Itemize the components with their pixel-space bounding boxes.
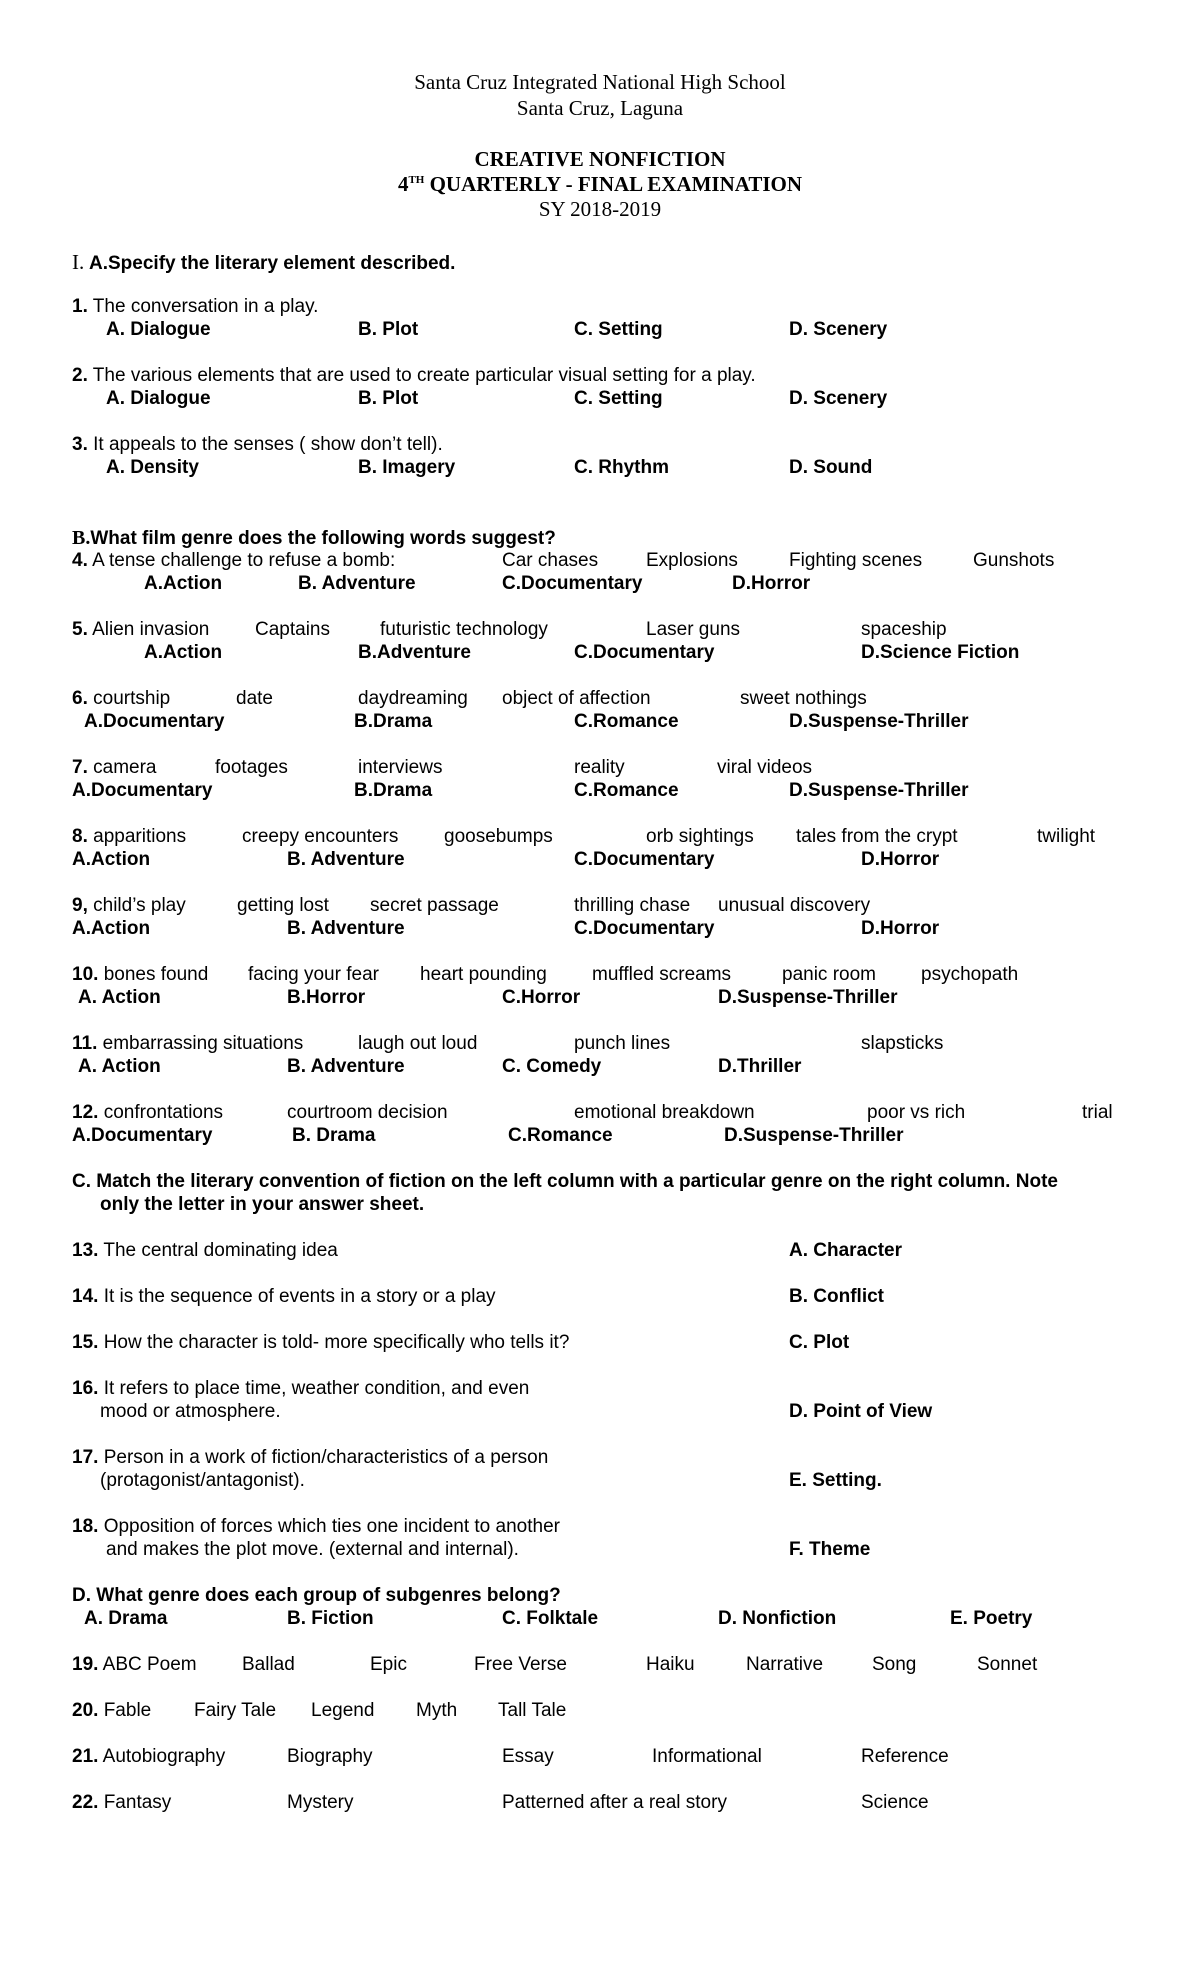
- clue-word: punch lines: [574, 1033, 671, 1054]
- question-number: 14.: [72, 1286, 99, 1307]
- question-number: 18.: [72, 1516, 99, 1537]
- subgenre-word: Informational: [652, 1746, 762, 1767]
- match-answer-c: C. Plot: [789, 1332, 850, 1353]
- subgenre-word: Epic: [370, 1654, 407, 1675]
- part-b-heading: [72, 527, 556, 550]
- question-number: 19.: [72, 1654, 99, 1675]
- choice-c: C.Documentary: [574, 642, 715, 663]
- question-16-line2: mood or atmosphere.: [100, 1401, 281, 1422]
- clue-word: heart pounding: [420, 964, 547, 985]
- subgenre-word: Biography: [287, 1746, 373, 1767]
- question-10: [72, 964, 208, 986]
- clue-word: tales from the crypt: [796, 826, 958, 847]
- clue-word: muffled screams: [592, 964, 732, 985]
- choice-c: C.Documentary: [574, 918, 715, 939]
- clue-word: facing your fear: [248, 964, 379, 985]
- choice-c: C.Romance: [574, 780, 679, 801]
- exam-name: QUARTERLY - FINAL EXAMINATION: [424, 172, 803, 196]
- question-number: 12.: [72, 1102, 99, 1123]
- choice-a: A. Density: [106, 457, 199, 478]
- subgenre-word: Reference: [861, 1746, 949, 1767]
- clue-word: trial: [1082, 1102, 1113, 1123]
- clue-word: Car chases: [502, 550, 599, 571]
- choice-b: B.Drama: [354, 780, 433, 801]
- subgenre-word: Myth: [416, 1700, 458, 1721]
- clue-word: object of affection: [502, 688, 651, 709]
- subgenre-word: Patterned after a real story: [502, 1792, 727, 1813]
- question-number: 5.: [72, 619, 88, 640]
- subgenre-word: Essay: [502, 1746, 554, 1767]
- subgenre-word: Legend: [311, 1700, 375, 1721]
- choice-b: B. Plot: [358, 388, 419, 409]
- choice-d: D.Science Fiction: [861, 642, 1020, 663]
- choice-d: D. Scenery: [789, 388, 888, 409]
- choice-a: A.Action: [144, 573, 223, 594]
- school-location: Santa Cruz, Laguna: [516, 96, 684, 120]
- question-12: [72, 1102, 223, 1124]
- clue-word: child’s play: [93, 895, 186, 916]
- subgenre-word: Tall Tale: [498, 1700, 567, 1721]
- question-number: 11.: [72, 1033, 98, 1054]
- question-1: [72, 296, 318, 318]
- clue-word: thrilling chase: [574, 895, 691, 916]
- clue-word: Explosions: [646, 550, 738, 571]
- choice-a: A. Dialogue: [106, 319, 211, 340]
- clue-word: footages: [215, 757, 288, 778]
- clue-word: slapsticks: [861, 1033, 944, 1054]
- clue-word: unusual discovery: [718, 895, 871, 916]
- choice-a: A. Drama: [84, 1608, 168, 1629]
- question-number: 4.: [72, 550, 88, 571]
- question-2: [72, 365, 756, 387]
- clue-word: goosebumps: [444, 826, 553, 847]
- choice-e: E. Poetry: [950, 1608, 1033, 1629]
- choice-b: B.Adventure: [358, 642, 471, 663]
- choice-a: A.Action: [72, 849, 151, 870]
- question-number: 9,: [72, 895, 88, 916]
- question-13: [72, 1240, 338, 1262]
- choice-d: D.Horror: [861, 849, 940, 870]
- school-year: SY 2018-2019: [538, 197, 662, 221]
- clue-word: viral videos: [717, 757, 813, 778]
- choice-c: C.Documentary: [502, 573, 643, 594]
- choice-a: A.Documentary: [84, 711, 225, 732]
- choice-a: A. Action: [78, 1056, 161, 1077]
- clue-word: embarrassing situations: [102, 1033, 304, 1054]
- question-text: The various elements that are used to create particular visual setting for a play.: [92, 365, 756, 386]
- question-16: [72, 1378, 529, 1400]
- quarter-number: 4: [397, 172, 409, 196]
- quarter-superscript: TH: [408, 174, 425, 186]
- subgenre-word: Narrative: [746, 1654, 824, 1675]
- part-c-title-line2: only the letter in your answer sheet.: [100, 1194, 425, 1215]
- choice-b: B.Horror: [287, 987, 366, 1008]
- question-20: [72, 1700, 151, 1722]
- question-17-line2: (protagonist/antagonist).: [100, 1470, 305, 1491]
- subgenre-word: Song: [872, 1654, 917, 1675]
- choice-a: A.Documentary: [72, 1125, 213, 1146]
- question-21: [72, 1746, 225, 1768]
- school-name: Santa Cruz Integrated National High School: [414, 70, 786, 94]
- question-number: 1.: [72, 296, 88, 317]
- clue-word: confrontations: [103, 1102, 224, 1123]
- clue-word: Alien invasion: [92, 619, 210, 640]
- clue-word: reality: [574, 757, 625, 778]
- choice-c: C.Horror: [502, 987, 581, 1008]
- subgenre-word: ABC Poem: [102, 1654, 197, 1675]
- clue-word: poor vs rich: [867, 1102, 966, 1123]
- question-text: It is the sequence of events in a story or a play: [103, 1286, 496, 1307]
- choice-a: A. Dialogue: [106, 388, 211, 409]
- choice-b: B.Drama: [354, 711, 433, 732]
- choice-c: C. Setting: [574, 319, 663, 340]
- choice-d: D. Sound: [789, 457, 873, 478]
- subgenre-word: Fable: [103, 1700, 152, 1721]
- question-number: 7.: [72, 757, 88, 778]
- question-9: [72, 895, 186, 917]
- choice-d: D.Suspense-Thriller: [789, 780, 969, 801]
- choice-d: D.Thriller: [718, 1056, 802, 1077]
- choice-d: D.Horror: [861, 918, 940, 939]
- subgenre-word: Mystery: [287, 1792, 354, 1813]
- subgenre-word: Haiku: [646, 1654, 695, 1675]
- exam-title: [0, 172, 1200, 197]
- question-8: [72, 826, 186, 848]
- question-number: 20.: [72, 1700, 99, 1721]
- question-text: The central dominating idea: [103, 1240, 338, 1261]
- question-6: [72, 688, 170, 710]
- question-4: [72, 550, 395, 572]
- choice-c: C. Rhythm: [574, 457, 669, 478]
- choice-c: C. Folktale: [502, 1608, 599, 1629]
- choice-c: C. Setting: [574, 388, 663, 409]
- question-19: [72, 1654, 197, 1676]
- question-18-line2: and makes the plot move. (external and internal).: [106, 1539, 519, 1560]
- question-18: [72, 1516, 560, 1538]
- choice-a: A. Action: [78, 987, 161, 1008]
- clue-word: interviews: [358, 757, 443, 778]
- question-number: 13.: [72, 1240, 99, 1261]
- match-answer-a: A. Character: [789, 1240, 902, 1261]
- question-text: Opposition of forces which ties one incident to another: [103, 1516, 560, 1537]
- choice-d: D.Suspense-Thriller: [724, 1125, 904, 1146]
- part-a-heading: [72, 250, 455, 275]
- clue-word: panic room: [782, 964, 876, 985]
- choice-b: B. Fiction: [287, 1608, 374, 1629]
- choice-b: B. Adventure: [287, 849, 405, 870]
- question-number: 2.: [72, 365, 88, 386]
- clue-word: secret passage: [370, 895, 499, 916]
- part-b-title: What film genre does the following words suggest?: [90, 528, 556, 549]
- subgenre-word: Fantasy: [103, 1792, 172, 1813]
- choice-c: C.Romance: [508, 1125, 613, 1146]
- clue-word: creepy encounters: [242, 826, 399, 847]
- part-roman-numeral: I.: [72, 250, 85, 274]
- clue-word: sweet nothings: [740, 688, 867, 709]
- question-text: It appeals to the senses ( show don’t tell).: [93, 434, 443, 455]
- part-c-title-line1: C. Match the literary convention of fiction on the left column with a particular genre on the right column. Note: [72, 1171, 1058, 1192]
- question-3: [72, 434, 443, 456]
- choice-b: B. Drama: [292, 1125, 376, 1146]
- subgenre-word: Autobiography: [102, 1746, 226, 1767]
- question-text: How the character is told- more specifically who tells it?: [103, 1332, 570, 1353]
- subgenre-word: Fairy Tale: [194, 1700, 277, 1721]
- question-number: 3.: [72, 434, 88, 455]
- clue-word: courtroom decision: [287, 1102, 448, 1123]
- choice-b: B. Imagery: [358, 457, 456, 478]
- clue-word: Gunshots: [973, 550, 1055, 571]
- choice-a: A.Action: [144, 642, 223, 663]
- subject-title: CREATIVE NONFICTION: [474, 147, 726, 171]
- choice-c: C.Documentary: [574, 849, 715, 870]
- match-answer-e: E. Setting.: [789, 1470, 882, 1491]
- question-number: 21.: [72, 1746, 99, 1767]
- clue-word: Captains: [255, 619, 330, 640]
- question-5: [72, 619, 209, 641]
- choice-b: B. Adventure: [287, 1056, 405, 1077]
- part-a-title: A.Specify the literary element described.: [89, 253, 456, 274]
- question-22: [72, 1792, 171, 1814]
- question-11: [72, 1033, 303, 1055]
- question-number: 22.: [72, 1792, 99, 1813]
- question-14: [72, 1286, 496, 1308]
- question-17: [72, 1447, 548, 1469]
- match-answer-b: B. Conflict: [789, 1286, 884, 1307]
- question-number: 15.: [72, 1332, 99, 1353]
- question-number: 16.: [72, 1378, 99, 1399]
- subgenre-word: Science: [861, 1792, 929, 1813]
- clue-word: courtship: [93, 688, 171, 709]
- choice-a: A.Documentary: [72, 780, 213, 801]
- part-b-letter: B.: [72, 527, 91, 549]
- clue-word: psychopath: [921, 964, 1019, 985]
- match-answer-d: D. Point of View: [789, 1401, 933, 1422]
- choice-d: D. Nonfiction: [718, 1608, 837, 1629]
- choice-c: C.Romance: [574, 711, 679, 732]
- clue-word: bones found: [103, 964, 209, 985]
- clue-word: Laser guns: [646, 619, 741, 640]
- choice-b: B. Plot: [358, 319, 419, 340]
- clue-word: emotional breakdown: [574, 1102, 755, 1123]
- clue-word: A tense challenge to refuse a bomb:: [92, 550, 396, 571]
- question-number: 8.: [72, 826, 88, 847]
- question-7: [72, 757, 157, 779]
- question-text: The conversation in a play.: [92, 296, 319, 317]
- part-d-title: D. What genre does each group of subgenres belong?: [72, 1585, 561, 1606]
- clue-word: daydreaming: [358, 688, 468, 709]
- question-15: [72, 1332, 569, 1354]
- question-text: It refers to place time, weather condition, and even: [103, 1378, 530, 1399]
- clue-word: spaceship: [861, 619, 947, 640]
- subgenre-word: Ballad: [242, 1654, 295, 1675]
- choice-b: B. Adventure: [287, 918, 405, 939]
- clue-word: laugh out loud: [358, 1033, 478, 1054]
- clue-word: camera: [93, 757, 157, 778]
- subgenre-word: Free Verse: [474, 1654, 567, 1675]
- question-number: 6.: [72, 688, 88, 709]
- clue-word: twilight: [1037, 826, 1096, 847]
- choice-d: D. Scenery: [789, 319, 888, 340]
- question-number: 17.: [72, 1447, 99, 1468]
- clue-word: futuristic technology: [380, 619, 548, 640]
- choice-d: D.Suspense-Thriller: [789, 711, 969, 732]
- choice-b: B. Adventure: [298, 573, 416, 594]
- clue-word: orb sightings: [646, 826, 754, 847]
- choice-a: A.Action: [72, 918, 151, 939]
- choice-d: D.Horror: [732, 573, 811, 594]
- question-number: 10.: [72, 964, 99, 985]
- clue-word: date: [236, 688, 273, 709]
- clue-word: Fighting scenes: [789, 550, 923, 571]
- match-answer-f: F. Theme: [789, 1539, 871, 1560]
- clue-word: getting lost: [237, 895, 329, 916]
- question-text: Person in a work of fiction/characteristics of a person: [103, 1447, 549, 1468]
- choice-c: C. Comedy: [502, 1056, 602, 1077]
- choice-d: D.Suspense-Thriller: [718, 987, 898, 1008]
- subgenre-word: Sonnet: [977, 1654, 1038, 1675]
- clue-word: apparitions: [93, 826, 187, 847]
